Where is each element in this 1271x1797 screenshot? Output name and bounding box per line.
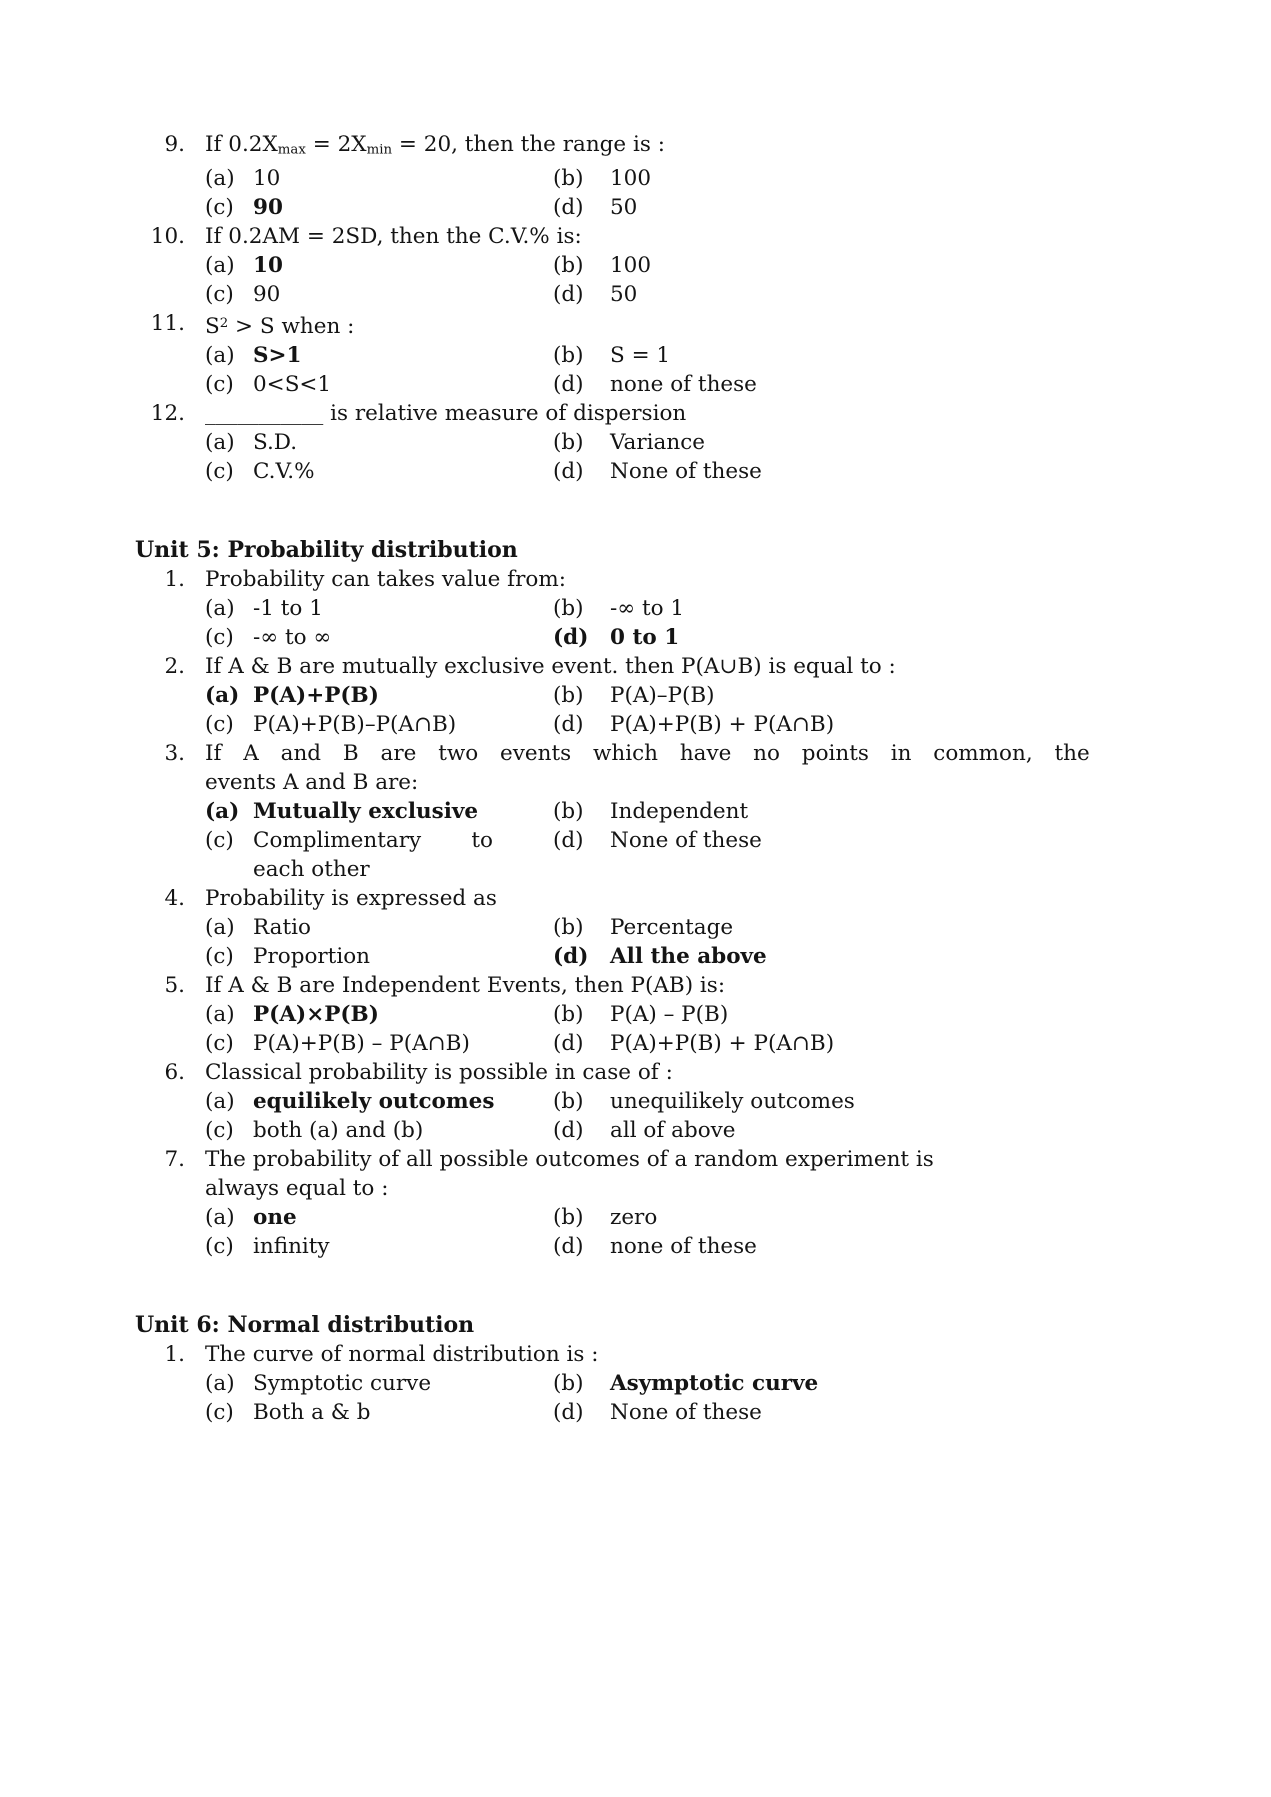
option-row <box>205 1369 1141 1398</box>
question-text: Probability is expressed as <box>205 886 497 912</box>
question <box>135 739 1141 884</box>
option-row <box>205 826 1141 884</box>
question-body <box>205 1058 1141 1145</box>
option-marker: (a) <box>205 253 235 279</box>
option <box>205 1000 553 1029</box>
question-body <box>205 1340 1141 1427</box>
option <box>205 280 553 309</box>
option-marker: (a) <box>205 430 235 456</box>
option-marker: (b) <box>553 915 584 941</box>
option-text: 10 <box>253 166 281 192</box>
question-number: 3. <box>164 741 185 767</box>
option-text: S>1 <box>253 343 302 369</box>
question-text-segment: events A and B are: <box>205 770 419 796</box>
option <box>553 341 1141 370</box>
option-row <box>205 164 1141 193</box>
option-text: S = 1 <box>610 343 671 369</box>
question-text: Classical probability is possible in case of : <box>205 1060 673 1086</box>
option <box>553 913 1141 942</box>
option <box>553 1029 1141 1058</box>
option-text: None of these <box>610 828 762 854</box>
question-text-segment: S <box>205 314 220 340</box>
question-text <box>205 739 1141 797</box>
question-body <box>205 884 1141 971</box>
option-text: 0<S<1 <box>253 372 332 398</box>
option-row <box>205 623 1141 652</box>
option <box>553 1087 1141 1116</box>
question-number: 2. <box>164 654 185 680</box>
question-body <box>205 739 1141 884</box>
question-body <box>205 565 1141 652</box>
option-text: Percentage <box>610 915 734 941</box>
question-text: The curve of normal distribution is : <box>205 1342 599 1368</box>
option <box>205 370 553 399</box>
option-row <box>205 1116 1141 1145</box>
question-body <box>205 399 1141 486</box>
option-text: 100 <box>610 253 652 279</box>
option-text: 90 <box>253 195 283 221</box>
question-section <box>135 536 1141 1261</box>
question <box>135 1340 1141 1427</box>
option-text: unequilikely outcomes <box>610 1089 855 1115</box>
option-marker: (a) <box>205 596 235 622</box>
option-marker: (d) <box>553 944 589 970</box>
option-text: P(A)+P(B) + P(A∩B) <box>610 1031 835 1057</box>
option-marker: (b) <box>553 1089 584 1115</box>
option-marker: (c) <box>205 1031 234 1057</box>
option <box>553 623 1141 652</box>
option-row <box>205 370 1141 399</box>
option-text: P(A)–P(B) <box>610 683 715 709</box>
option-text: P(A)+P(B) – P(A∩B) <box>253 1031 470 1057</box>
option-text: Both a & b <box>253 1400 371 1426</box>
question-text-segment: 2 <box>219 316 229 332</box>
option-marker: (c) <box>205 625 234 651</box>
option <box>553 1116 1141 1145</box>
question-text-segment: > S when : <box>228 314 355 340</box>
question-text: If A & B are Independent Events, then P(AB) is: <box>205 973 726 999</box>
option-row <box>205 1000 1141 1029</box>
option-text: 0 to 1 <box>610 625 680 651</box>
option <box>553 826 1141 855</box>
question <box>135 884 1141 971</box>
option-text: S.D. <box>253 430 298 456</box>
option-marker: (b) <box>553 1205 584 1231</box>
option-text: -∞ to 1 <box>610 596 685 622</box>
option-row <box>205 797 1141 826</box>
question-number: 1. <box>164 1342 185 1368</box>
question-body <box>205 652 1141 739</box>
option-marker: (d) <box>553 712 584 738</box>
option-marker: (c) <box>205 828 234 854</box>
option-row <box>205 942 1141 971</box>
option <box>205 193 553 222</box>
option-text: -1 to 1 <box>253 596 323 622</box>
option <box>205 594 553 623</box>
option-text: None of these <box>610 459 762 485</box>
option-marker: (d) <box>553 1118 584 1144</box>
option-marker: (c) <box>205 195 234 221</box>
question <box>135 130 1141 222</box>
option <box>553 1398 1141 1427</box>
option <box>553 1232 1141 1261</box>
option-row <box>205 1203 1141 1232</box>
option <box>205 710 553 739</box>
option <box>205 1116 553 1145</box>
question-number: 4. <box>164 886 185 912</box>
option-marker: (d) <box>553 195 584 221</box>
option-marker: (a) <box>205 1371 235 1397</box>
question-text: If A & B are mutually exclusive event. then P(A∪B) is equal to : <box>205 654 896 680</box>
option-marker: (a) <box>205 915 235 941</box>
option-marker: (c) <box>205 1234 234 1260</box>
option-marker: (b) <box>553 430 584 456</box>
option-marker: (b) <box>553 683 584 709</box>
question-body <box>205 222 1141 309</box>
option <box>205 623 553 652</box>
option-text: zero <box>610 1205 658 1231</box>
option-marker: (a) <box>205 166 235 192</box>
option-text: P(A) – P(B) <box>610 1002 729 1028</box>
option-row <box>205 1232 1141 1261</box>
option <box>205 341 553 370</box>
option-row <box>205 1087 1141 1116</box>
option-text: none of these <box>610 372 757 398</box>
question-body <box>205 130 1141 222</box>
option <box>553 681 1141 710</box>
option-text: P(A)+P(B) + P(A∩B) <box>610 712 835 738</box>
question-number: 10. <box>150 224 185 250</box>
option-row <box>205 280 1141 309</box>
question <box>135 1145 1141 1261</box>
question-number: 5. <box>164 973 185 999</box>
question <box>135 222 1141 309</box>
option-marker: (a) <box>205 1205 235 1231</box>
option <box>205 164 553 193</box>
option-marker: (c) <box>205 372 234 398</box>
option-text: C.V.% <box>253 459 315 485</box>
option <box>205 1398 553 1427</box>
unit-heading: Unit 6: Normal distribution <box>135 1312 475 1339</box>
option-text: Independent <box>610 799 749 825</box>
question-number: 12. <box>150 401 185 427</box>
question <box>135 399 1141 486</box>
option-marker: (c) <box>205 282 234 308</box>
option-text: none of these <box>610 1234 757 1260</box>
option-marker: (d) <box>553 282 584 308</box>
option <box>553 164 1141 193</box>
option-text: Ratio <box>253 915 311 941</box>
question-text <box>205 130 1141 164</box>
option-text: P(A)×P(B) <box>253 1002 379 1028</box>
option-marker: (a) <box>205 1089 235 1115</box>
option-marker: (b) <box>553 343 584 369</box>
option-text: Proportion <box>253 944 370 970</box>
option-marker: (c) <box>205 1400 234 1426</box>
option-row <box>205 251 1141 280</box>
question-text: If 0.2AM = 2SD, then the C.V.% is: <box>205 224 582 250</box>
option-text: Symptotic curve <box>253 1371 432 1397</box>
option-row <box>205 1398 1141 1427</box>
question-text-segment: The probability of all possible outcomes of a random experiment is <box>205 1147 934 1173</box>
question-text-segment: = 20, then the range is : <box>392 132 665 157</box>
option <box>553 1369 1141 1398</box>
option-text: one <box>253 1205 297 1231</box>
option-text: Variance <box>610 430 705 456</box>
option-text: both (a) and (b) <box>253 1118 424 1144</box>
option <box>553 594 1141 623</box>
option-marker: (c) <box>205 1118 234 1144</box>
question-text-segment: = 2X <box>305 132 367 157</box>
option-text: equilikely outcomes <box>253 1089 495 1115</box>
option-marker: (b) <box>553 253 584 279</box>
question-body <box>205 309 1141 399</box>
option-marker: (d) <box>553 1400 584 1426</box>
question-number: 1. <box>164 567 185 593</box>
question <box>135 652 1141 739</box>
option <box>205 428 553 457</box>
option-text: Mutually exclusive <box>253 799 479 825</box>
option-row <box>205 594 1141 623</box>
question-body <box>205 971 1141 1058</box>
option-text: -∞ to ∞ <box>253 625 332 651</box>
option-text: 10 <box>253 253 283 279</box>
option-marker: (c) <box>205 944 234 970</box>
option-text: All the above <box>610 944 767 970</box>
option <box>205 1029 553 1058</box>
option-row <box>205 913 1141 942</box>
option <box>205 457 553 486</box>
option-marker: (b) <box>553 1002 584 1028</box>
option-row <box>205 428 1141 457</box>
question-text-segment: always equal to : <box>205 1176 389 1202</box>
option-marker: (a) <box>205 799 240 825</box>
option <box>553 942 1141 971</box>
question-text: Probability can takes value from: <box>205 567 566 593</box>
question-text-segment: If A and B are two events which have no points in common, the <box>205 741 1090 767</box>
option <box>205 1203 553 1232</box>
option <box>553 457 1141 486</box>
option <box>205 942 553 971</box>
option-marker: (b) <box>553 799 584 825</box>
option-marker: (d) <box>553 828 584 854</box>
option-row <box>205 681 1141 710</box>
option-row <box>205 710 1141 739</box>
option <box>205 251 553 280</box>
option <box>553 251 1141 280</box>
option <box>205 1087 553 1116</box>
option <box>205 826 553 884</box>
option-marker: (d) <box>553 625 589 651</box>
question-text: ___________ is relative measure of dispersion <box>205 401 687 427</box>
option <box>553 1203 1141 1232</box>
option <box>553 428 1141 457</box>
option-marker: (a) <box>205 1002 235 1028</box>
option <box>205 797 553 826</box>
option-row <box>205 341 1141 370</box>
option-text: P(A)+P(B)–P(A∩B) <box>253 712 457 738</box>
option-marker: (d) <box>553 1031 584 1057</box>
option-marker: (b) <box>553 166 584 192</box>
option-marker: (c) <box>205 459 234 485</box>
question-text-segment: min <box>366 142 393 158</box>
question-text <box>205 309 1141 341</box>
question-section <box>135 130 1141 486</box>
option <box>205 681 553 710</box>
option-row <box>205 457 1141 486</box>
question-text <box>205 1145 1141 1203</box>
option-text: None of these <box>610 1400 762 1426</box>
question-text-segment: If 0.2X <box>205 132 278 157</box>
option-text: 50 <box>610 282 638 308</box>
option-marker: (b) <box>553 1371 584 1397</box>
question-body <box>205 1145 1141 1261</box>
question-number: 7. <box>164 1147 185 1173</box>
option-text: P(A)+P(B) <box>253 683 379 709</box>
question <box>135 565 1141 652</box>
question-number: 6. <box>164 1060 185 1086</box>
question-number: 11. <box>150 311 185 337</box>
option <box>205 913 553 942</box>
option-text: Asymptotic curve <box>610 1371 819 1397</box>
option-marker: (a) <box>205 683 240 709</box>
option-marker: (a) <box>205 343 235 369</box>
option <box>553 370 1141 399</box>
option-marker: (b) <box>553 596 584 622</box>
option-row <box>205 1029 1141 1058</box>
option-marker: (c) <box>205 712 234 738</box>
option-text: 90 <box>253 282 281 308</box>
option-text: Complimentary to each other <box>253 828 493 883</box>
option-marker: (d) <box>553 372 584 398</box>
question-number: 9. <box>164 132 185 157</box>
option <box>205 1232 553 1261</box>
option-marker: (d) <box>553 459 584 485</box>
unit-heading: Unit 5: Probability distribution <box>135 537 518 564</box>
question <box>135 971 1141 1058</box>
question-text-segment: max <box>277 142 306 158</box>
option-text: infinity <box>253 1234 330 1260</box>
option-marker: (d) <box>553 1234 584 1260</box>
option <box>205 1369 553 1398</box>
question <box>135 1058 1141 1145</box>
option-text: 50 <box>610 195 638 221</box>
option <box>553 710 1141 739</box>
option <box>553 193 1141 222</box>
question <box>135 309 1141 399</box>
question-section <box>135 1311 1141 1427</box>
option-text: 100 <box>610 166 652 192</box>
option-text: all of above <box>610 1118 736 1144</box>
option <box>553 797 1141 826</box>
option <box>553 1000 1141 1029</box>
option-row <box>205 193 1141 222</box>
option <box>553 280 1141 309</box>
